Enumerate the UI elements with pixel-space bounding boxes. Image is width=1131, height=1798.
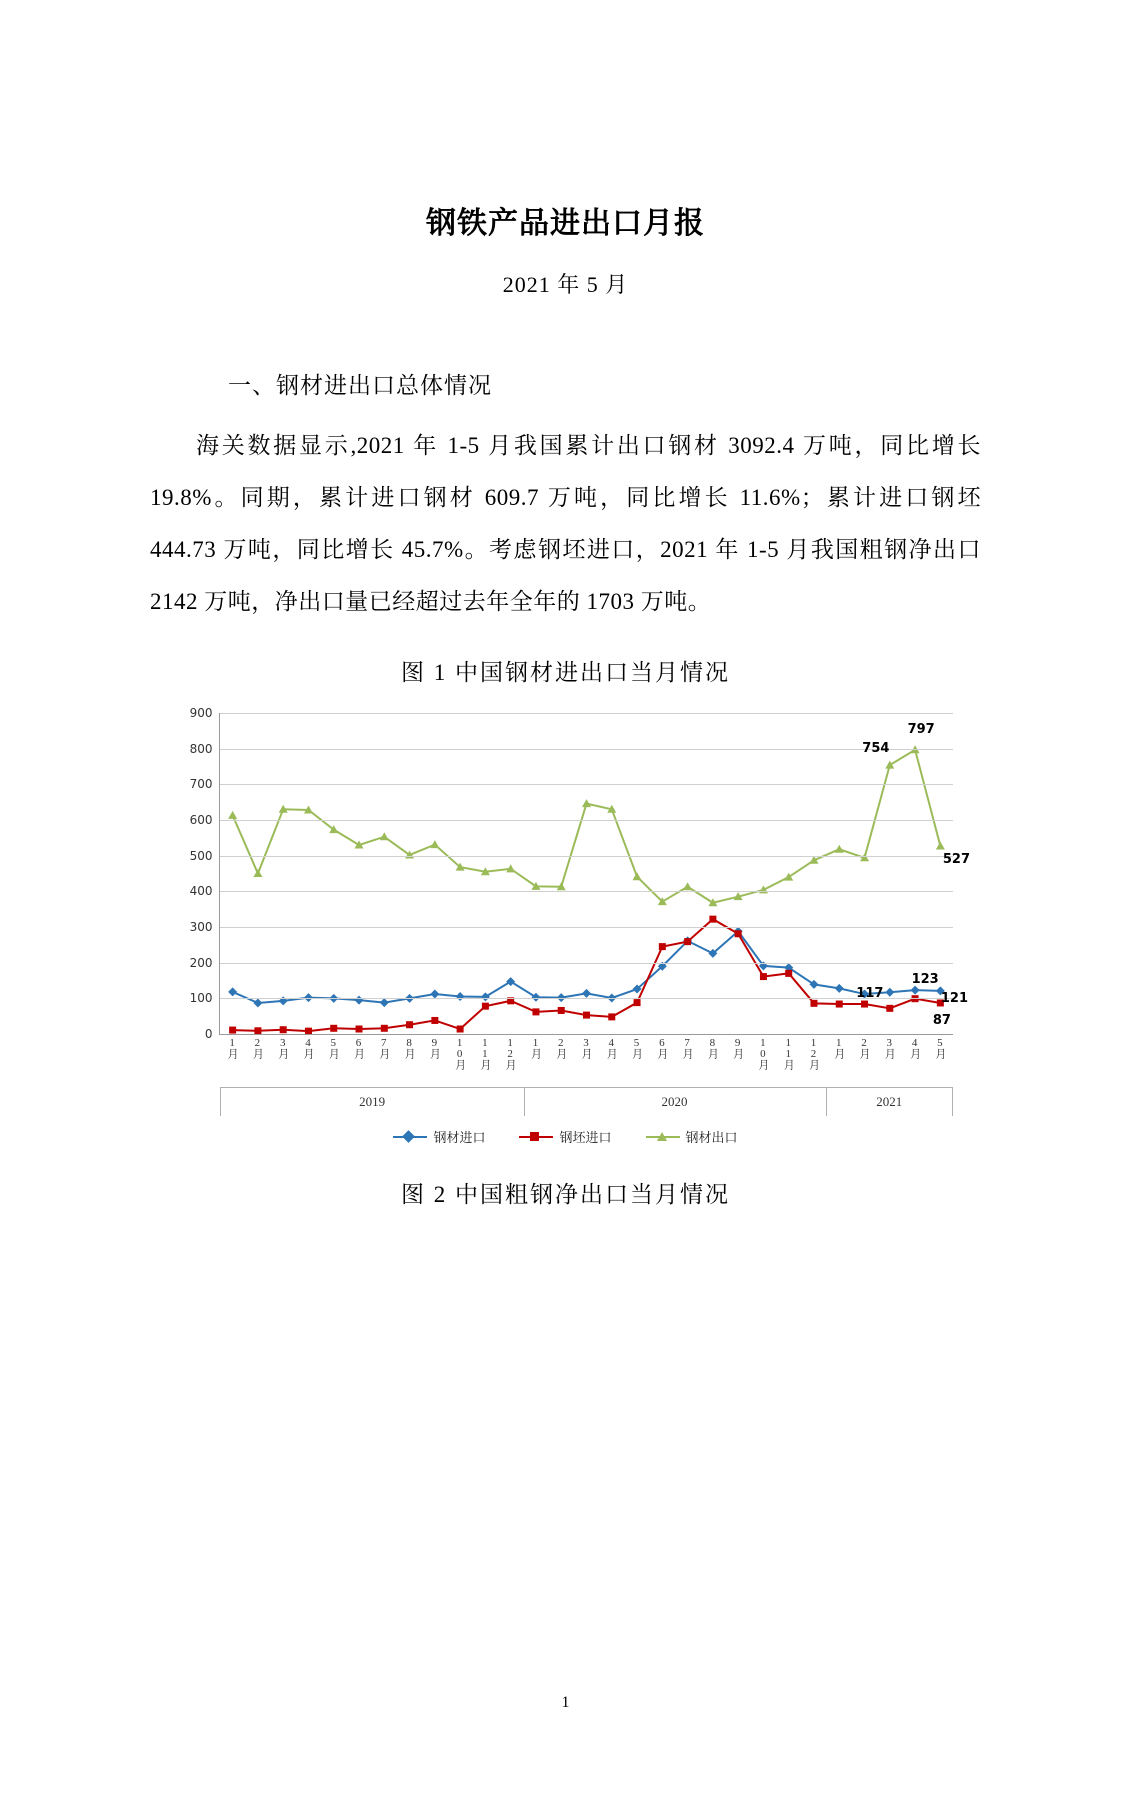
chart-marker [506, 977, 515, 986]
chart-x-label: 4月 [605, 1037, 618, 1058]
chart-x-label: 3月 [276, 1037, 289, 1058]
legend-item [393, 1127, 485, 1146]
chart-x-label: 9月 [428, 1037, 441, 1058]
chart-marker [935, 842, 944, 850]
legend-label: 钢材进口 [433, 1131, 486, 1146]
chart-data-label: 123 [911, 972, 939, 988]
chart-x-label: 8月 [706, 1037, 719, 1058]
chart-marker [886, 1005, 893, 1012]
figure2-caption: 图 2 中国粗钢净出口当月情况 [401, 1182, 730, 1207]
chart-x-label: 5月 [630, 1037, 643, 1058]
chart-figure-1 [171, 705, 970, 1146]
chart-y-tick: 700 [189, 777, 213, 792]
chart-x-label: 11月 [478, 1037, 491, 1069]
chart-marker [810, 1000, 817, 1007]
chart-marker [480, 992, 489, 1001]
chart-y-tick: 600 [189, 813, 213, 827]
chart-x-axis-labels [220, 1035, 961, 1087]
chart-marker [834, 845, 843, 853]
chart-marker [228, 987, 237, 996]
chart-marker [253, 869, 262, 877]
chart-marker [456, 1026, 463, 1033]
chart-data-label: 121 [940, 990, 968, 1006]
chart-y-tick: 800 [189, 741, 213, 756]
chart-marker [885, 988, 894, 997]
chart-marker [785, 970, 792, 977]
chart-y-tick: 500 [189, 848, 213, 863]
body-paragraph: 海关数据显示,2021 年 1-5 月我国累计出口钢材 3092.4 万吨，同比增长 19.8%。同期，累计进口钢材 609.7 万吨，同比增长 11.6%；累计进口钢坯 444.73 万吨，同比增长 45.7%。考虑钢坯进口，2021 年 1-5 月我国粗钢净出口 2142 万吨，净出口量已经超过去年全年的 1703 万吨。 [150, 433, 981, 614]
legend-swatch [393, 1136, 427, 1138]
chart-year-label: 2019 [220, 1087, 525, 1116]
section-heading: 一、钢材进出口总体情况 [228, 373, 492, 398]
chart-marker [355, 1026, 362, 1033]
chart-x-label: 10月 [756, 1037, 769, 1069]
legend-label: 钢坯进口 [559, 1131, 612, 1146]
chart-marker [835, 1001, 842, 1008]
chart-x-label: 2月 [858, 1037, 871, 1058]
chart-x-label: 3月 [883, 1037, 896, 1058]
chart-marker [532, 1008, 539, 1015]
chart-gridline [220, 856, 953, 857]
legend-marker-icon [403, 1130, 416, 1143]
chart-year-label: 2021 [826, 1087, 953, 1116]
chart-line-钢材出口 [232, 750, 940, 903]
chart-x-label: 12月 [504, 1037, 517, 1069]
chart-x-label: 8月 [403, 1037, 416, 1058]
chart-marker [557, 1007, 564, 1014]
chart-x-label: 7月 [377, 1037, 390, 1058]
chart-marker [228, 811, 237, 819]
chart-marker [632, 872, 641, 880]
chart-plot-area [171, 705, 970, 1041]
chart-x-label: 4月 [301, 1037, 314, 1058]
chart-x-label: 10月 [453, 1037, 466, 1069]
chart-marker [481, 1003, 488, 1010]
chart-data-label: 754 [862, 741, 890, 757]
legend-label: 钢材出口 [685, 1131, 738, 1146]
chart-x-label: 5月 [933, 1037, 946, 1058]
figure1-caption: 图 1 中国钢材进出口当月情况 [401, 660, 730, 685]
chart-year-groups [220, 1087, 961, 1117]
chart-data-label: 87 [932, 1012, 951, 1028]
chart-marker [253, 998, 262, 1007]
chart-marker [254, 1027, 261, 1034]
document-subtitle: 2021 年 5 月 [502, 272, 629, 297]
legend-marker-icon [530, 1132, 539, 1141]
chart-marker [330, 1025, 337, 1032]
chart-gridline [220, 820, 953, 821]
document-page [0, 198, 1131, 1798]
chart-gridline [220, 749, 953, 750]
chart-marker [380, 1025, 387, 1032]
chart-marker [582, 799, 591, 807]
chart-x-label: 6月 [352, 1037, 365, 1058]
chart-marker [406, 1021, 413, 1028]
chart-marker [379, 998, 388, 1007]
chart-marker [784, 873, 793, 881]
legend-item [519, 1127, 611, 1146]
chart-x-label: 2月 [554, 1037, 567, 1058]
legend-swatch [646, 1136, 680, 1138]
chart-x-label: 1月 [832, 1037, 845, 1058]
chart-marker [431, 1017, 438, 1024]
chart-marker [885, 761, 894, 769]
chart-x-label: 9月 [731, 1037, 744, 1058]
chart-marker [354, 996, 363, 1005]
chart-marker [430, 990, 439, 999]
chart-marker [430, 840, 439, 848]
page-title: 钢铁产品进出口月报 [426, 206, 705, 241]
chart-gridline [220, 784, 953, 785]
legend-marker-icon [657, 1132, 667, 1141]
chart-marker [633, 999, 640, 1006]
chart-gridline [220, 998, 953, 999]
chart-x-label: 6月 [655, 1037, 668, 1058]
chart-gridline [220, 927, 953, 928]
chart-marker [304, 1028, 311, 1034]
chart-marker [608, 1013, 615, 1020]
chart-data-label: 527 [942, 852, 970, 868]
chart-x-label: 3月 [580, 1037, 592, 1058]
chart-marker [279, 1026, 286, 1033]
chart-y-tick: 300 [189, 920, 213, 934]
chart-series-svg [220, 713, 953, 1034]
chart-x-label: 5月 [327, 1037, 340, 1058]
chart-gridline [220, 713, 953, 714]
chart-marker [379, 832, 388, 840]
chart-marker [582, 989, 591, 998]
chart-y-tick: 200 [189, 955, 213, 970]
chart-y-tick: 900 [189, 706, 213, 720]
chart-gridline [220, 963, 953, 964]
chart-marker [834, 984, 843, 993]
chart-y-tick: 400 [189, 884, 213, 899]
chart-x-label: 1月 [529, 1037, 542, 1058]
chart-data-label: 117 [856, 986, 884, 1002]
chart-marker [658, 943, 665, 950]
chart-marker [531, 993, 540, 1002]
chart-x-label: 7月 [681, 1037, 694, 1058]
chart-marker [455, 992, 464, 1001]
chart-year-label: 2020 [523, 1087, 827, 1116]
chart-marker [229, 1027, 236, 1034]
chart-x-label: 12月 [807, 1037, 820, 1069]
chart-marker [583, 1012, 590, 1019]
legend-swatch [519, 1136, 553, 1138]
chart-x-label: 1月 [226, 1037, 239, 1058]
chart-legend [171, 1127, 961, 1146]
chart-gridline [220, 891, 953, 892]
chart-data-label: 797 [907, 721, 935, 737]
legend-item [646, 1127, 738, 1146]
chart-x-label: 2月 [251, 1037, 264, 1058]
chart-canvas [219, 713, 953, 1035]
chart-y-tick: 100 [189, 991, 213, 1006]
chart-marker [734, 930, 741, 937]
chart-x-label: 11月 [782, 1037, 795, 1069]
chart-marker [759, 973, 766, 980]
page-number: 1 [561, 1694, 570, 1711]
chart-marker [683, 882, 692, 890]
chart-x-label: 4月 [908, 1037, 921, 1058]
chart-marker [709, 916, 716, 923]
chart-marker [861, 1001, 868, 1008]
chart-y-tick: 0 [204, 1027, 213, 1041]
chart-marker [684, 938, 691, 945]
